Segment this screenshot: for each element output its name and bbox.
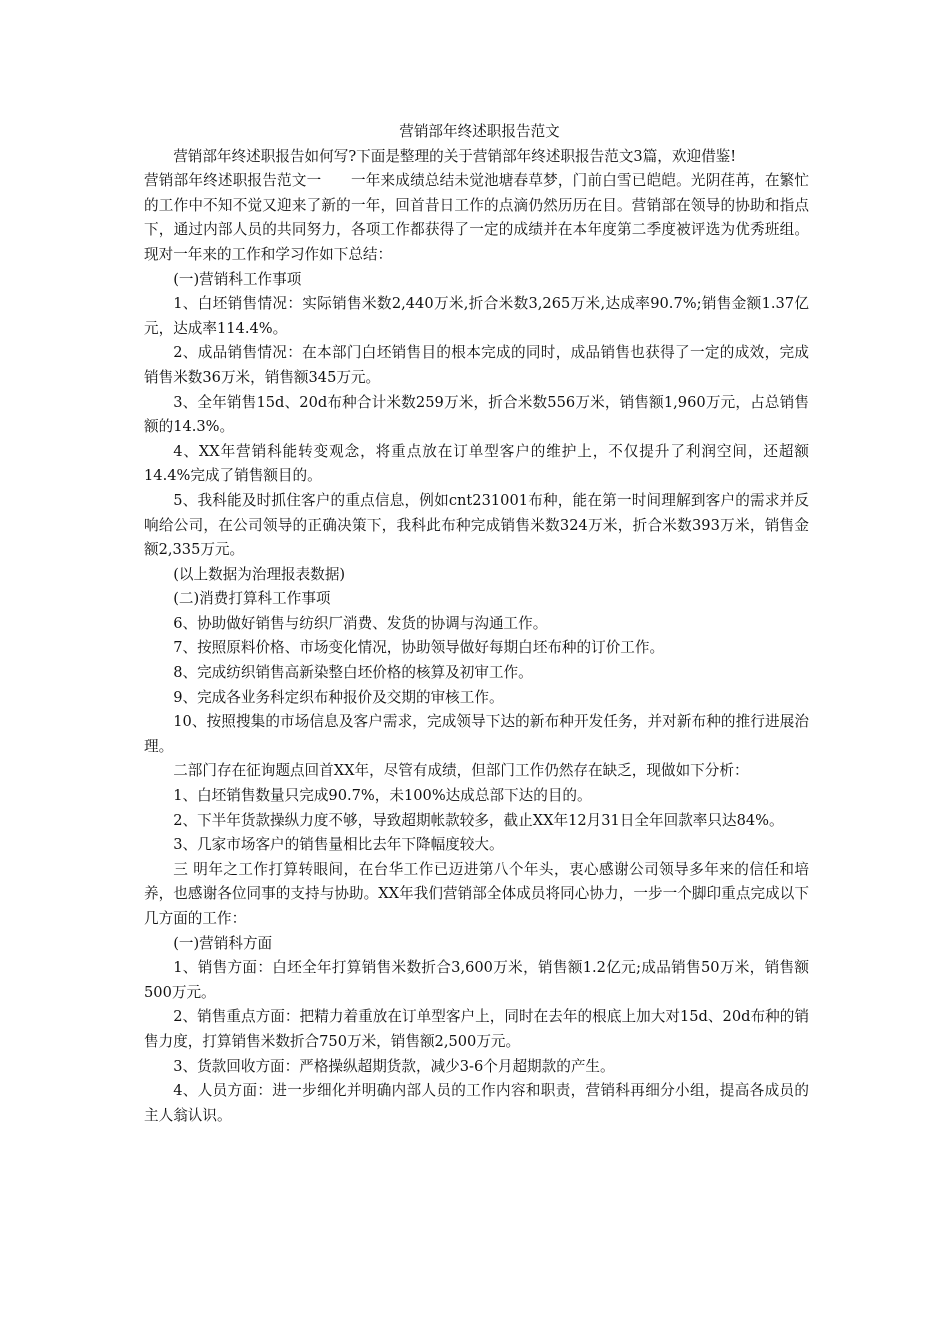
body-paragraph: 4、人员方面：进一步细化并明确内部人员的工作内容和职责，营销科再细分小组，提高各成员的主人翁认识。 xyxy=(144,1082,809,1124)
body-paragraph: 1、白坯销售数量只完成90.7%，未100%达成总部下达的目的。 xyxy=(173,787,592,805)
body-paragraph: 4、XX年营销科能转变观念，将重点放在订单型客户的维护上，不仅提升了利润空间，还超额14.4%完成了销售额目的。 xyxy=(144,442,809,485)
body-paragraph: 6、协助做好销售与纺织厂消费、发货的协调与沟通工作。 xyxy=(173,614,548,632)
body-paragraph: 三 明年之工作打算转眼间，在台华工作已迈进第八个年头，衷心感谢公司领导多年来的信任和培养，也感谢各位同事的支持与协助。XX年我们营销部全体成员将同心协力，一步一个脚印重点完成以下几方面的工作： xyxy=(144,860,809,927)
body-paragraph: 2、成品销售情况：在本部门白坯销售目的根本完成的同时，成品销售也获得了一定的成效，完成销售米数36万米，销售额345万元。 xyxy=(144,344,809,386)
body-paragraph: 2、下半年货款操纵力度不够，导致超期帐款较多，截止XX年12月31日全年回款率只达84%。 xyxy=(173,811,784,829)
document-body xyxy=(144,145,809,1129)
body-paragraph: 7、按照原料价格、市场变化情况，协助领导做好每期白坯布种的订价工作。 xyxy=(173,639,665,657)
body-paragraph: (一)营销科方面 xyxy=(173,934,273,952)
body-paragraph: 10、按照搜集的市场信息及客户需求，完成领导下达的新布种开发任务，并对新布种的推行进展治理。 xyxy=(144,713,809,755)
body-paragraph: 3、全年销售15d、20d布种合计米数259万米，折合米数556万米，销售额1,960万元，占总销售额的14.3%。 xyxy=(144,393,809,436)
body-paragraph: 二部门存在征询题点回首XX年，尽管有成绩，但部门工作仍然存在缺乏，现做如下分析： xyxy=(173,762,749,780)
body-paragraph: (以上数据为治理报表数据) xyxy=(173,565,346,583)
body-paragraph: 3、货款回收方面：严格操纵超期货款，减少3-6个月超期款的产生。 xyxy=(173,1057,615,1075)
body-paragraph: 2、销售重点方面：把精力着重放在订单型客户上，同时在去年的根底上加大对15d、20d布种的销售力度，打算销售米数折合750万米，销售额2,500万元。 xyxy=(144,1008,809,1050)
document-page xyxy=(144,120,809,1128)
document-title: 营销部年终述职报告范文 xyxy=(399,123,560,140)
body-paragraph: 5、我科能及时抓住客户的重点信息，例如cnt231001布种，能在第一时间理解到客户的需求并反响给公司，在公司领导的正确决策下，我科此布种完成销售米数324万米，折合米数393万米，销售金额2,335万元。 xyxy=(144,491,809,559)
body-paragraph: 1、销售方面：白坯全年打算销售米数折合3,600万米，销售额1.2亿元;成品销售50万米，销售额500万元。 xyxy=(144,959,809,1001)
body-paragraph: (一)营销科工作事项 xyxy=(173,270,302,288)
body-paragraph: 9、完成各业务科定织布种报价及交期的审核工作。 xyxy=(173,688,504,706)
body-paragraph: 1、白坯销售情况：实际销售米数2,440万米,折合米数3,265万米,达成率90.7%;销售金额1.37亿元，达成率114.4%。 xyxy=(144,295,809,337)
body-paragraph: 营销部年终述职报告如何写?下面是整理的关于营销部年终述职报告范文3篇，欢迎借鉴! xyxy=(173,147,737,165)
body-paragraph: (二)消费打算科工作事项 xyxy=(173,590,331,608)
body-paragraph: 8、完成纺织销售高新染整白坯价格的核算及初审工作。 xyxy=(173,664,533,682)
body-paragraph: 营销部年终述职报告范文一 一年来成绩总结未觉池塘春草梦，门前白雪已皑皑。光阴荏苒，在繁忙的工作中不知不觉又迎来了新的一年，回首昔日工作的点滴仍然历历在目。营销部在领导的协助和指点下，通过内部人员的共同努力，各项工作都获得了一定的成绩并在本年度第二季度被评选为优秀班组。现对一年来的工作和学习作如下总结： xyxy=(144,172,809,263)
body-paragraph: 3、几家市场客户的销售量相比去年下降幅度较大。 xyxy=(173,836,504,854)
